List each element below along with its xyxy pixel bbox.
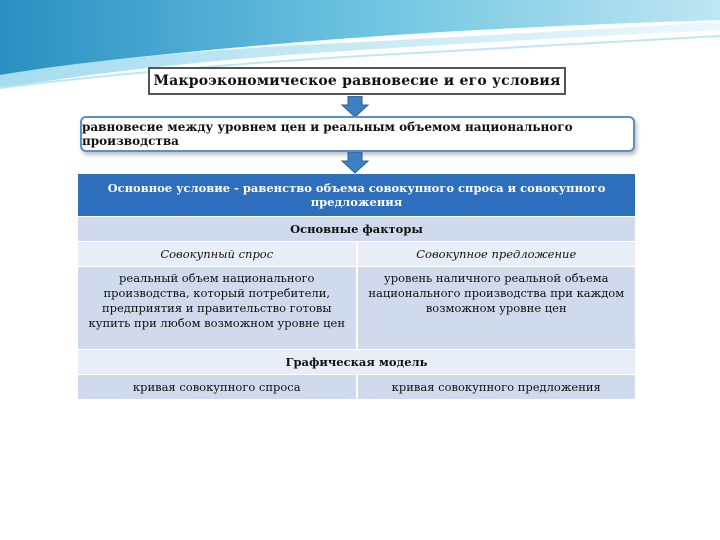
aggregate-supply-label: Совокупное предложение [357, 242, 636, 267]
curves-row [78, 375, 635, 400]
supply-description: уровень наличного реальной объема национального производства при каждом возможном уровне цен [357, 267, 636, 350]
down-arrow-icon [341, 152, 369, 174]
demand-curve-label: кривая совокупного спроса [78, 375, 357, 400]
demand-description: реальный объем национального производства, который потребители, предприятия и правительство готовы купить при любом возможном уровне цен [78, 267, 357, 350]
down-arrow-icon [341, 96, 369, 118]
graphic-model-label: Графическая модель [78, 350, 635, 375]
model-row [78, 350, 635, 375]
descriptions-row [78, 267, 635, 350]
conditions-table [78, 174, 635, 400]
aggregate-demand-label: Совокупный спрос [78, 242, 357, 267]
factors-label: Основные факторы [78, 217, 635, 242]
equilibrium-box: равновесие между уровнем цен и реальным объемом национального производства [80, 116, 635, 152]
columns-row [78, 242, 635, 267]
factors-row [78, 217, 635, 242]
supply-curve-label: кривая совокупного предложения [357, 375, 636, 400]
main-condition-cell: Основное условие - равенство объема совокупного спроса и совокупного предложения [78, 174, 635, 217]
title-box: Макроэкономическое равновесие и его условия [148, 67, 566, 95]
table-header-row [78, 174, 635, 217]
